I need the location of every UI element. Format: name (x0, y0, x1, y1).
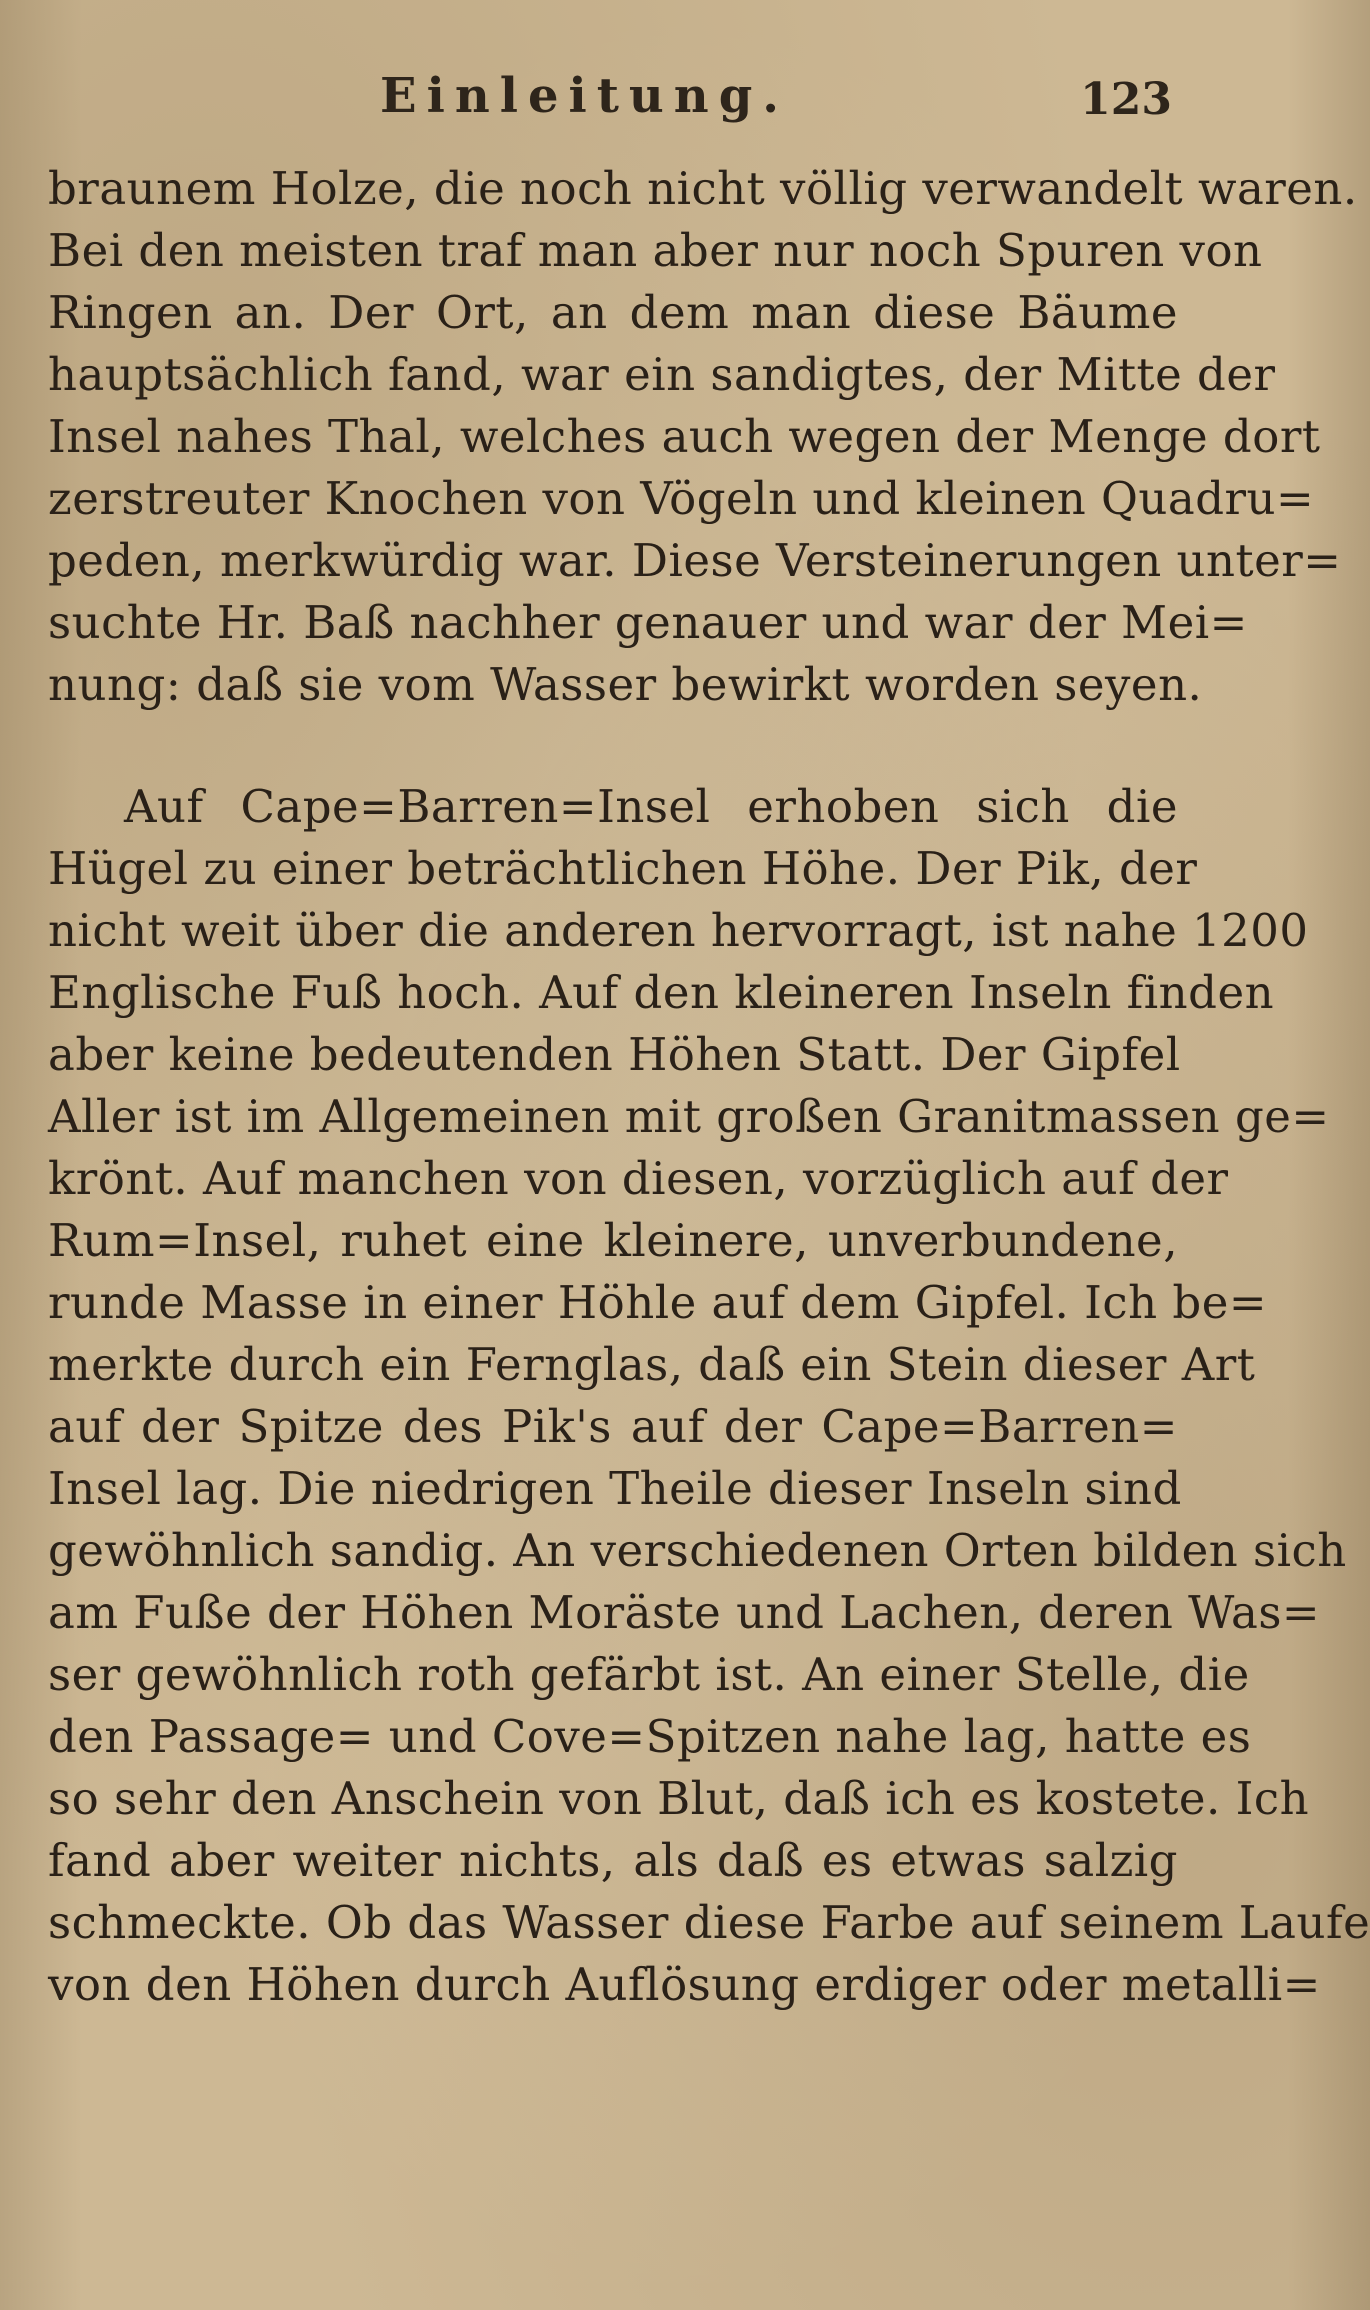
text-line: krönt. Auf manchen von diesen, vorzüglich auf der (48, 1152, 1229, 1205)
paragraph-gap (48, 716, 1178, 776)
text-line: Insel lag. Die niedrigen Theile dieser Inseln sind (48, 1462, 1182, 1515)
paragraph-2 (48, 776, 1370, 2016)
text-line: Hügel zu einer beträchtlichen Höhe. Der Pik, der (48, 842, 1198, 895)
text-line: Englische Fuß hoch. Auf den kleineren Inseln finden (48, 966, 1275, 1019)
text-line: auf der Spitze des Pik's auf der Cape=Barren= (48, 1400, 1178, 1453)
text-line: so sehr den Anschein von Blut, daß ich es kostete. Ich (48, 1772, 1310, 1825)
text-line: Aller ist im Allgemeinen mit großen Granitmassen ge= (48, 1090, 1330, 1143)
text-line: schmeckte. Ob das Wasser diese Farbe auf seinem Laufe (48, 1896, 1370, 1949)
paragraph-1 (48, 158, 1358, 716)
text-line: Auf Cape=Barren=Insel erhoben sich die (124, 780, 1178, 833)
text-line: merkte durch ein Fernglas, daß ein Stein dieser Art (48, 1338, 1256, 1391)
text-line: den Passage= und Cove=Spitzen nahe lag, hatte es (48, 1710, 1252, 1763)
text-line: nicht weit über die anderen hervorragt, ist nahe 1200 (48, 904, 1309, 957)
page-header (0, 62, 1212, 142)
text-line: Bei den meisten traf man aber nur noch Spuren von (48, 224, 1263, 277)
text-line: hauptsächlich fand, war ein sandigtes, der Mitte der (48, 348, 1276, 401)
text-line: von den Höhen durch Auflösung erdiger oder metalli= (48, 1958, 1321, 2011)
text-line: zerstreuter Knochen von Vögeln und kleinen Quadru= (48, 472, 1315, 525)
body-text (48, 158, 1370, 2016)
text-line: gewöhnlich sandig. An verschiedenen Orten bilden sich (48, 1524, 1347, 1577)
text-line: runde Masse in einer Höhle auf dem Gipfel. Ich be= (48, 1276, 1268, 1329)
text-line: Rum=Insel, ruhet eine kleinere, unverbundene, (48, 1214, 1178, 1267)
text-line: peden, merkwürdig war. Diese Versteinerungen unter= (48, 534, 1342, 587)
text-line: fand aber weiter nichts, als daß es etwas salzig (48, 1834, 1178, 1887)
page-number: 123 (1080, 74, 1172, 125)
running-head: Einleitung. (380, 68, 789, 124)
text-line: nung: daß sie vom Wasser bewirkt worden seyen. (48, 658, 1203, 711)
text-line: am Fuße der Höhen Moräste und Lachen, deren Was= (48, 1586, 1321, 1639)
text-line: Ringen an. Der Ort, an dem man diese Bäume (48, 286, 1178, 339)
text-line: suchte Hr. Baß nachher genauer und war der Mei= (48, 596, 1248, 649)
text-line: aber keine bedeutenden Höhen Statt. Der Gipfel (48, 1028, 1181, 1081)
text-line: braunem Holze, die noch nicht völlig verwandelt waren. (48, 162, 1358, 215)
text-line: Insel nahes Thal, welches auch wegen der Menge dort (48, 410, 1321, 463)
text-line: ser gewöhnlich roth gefärbt ist. An einer Stelle, die (48, 1648, 1250, 1701)
